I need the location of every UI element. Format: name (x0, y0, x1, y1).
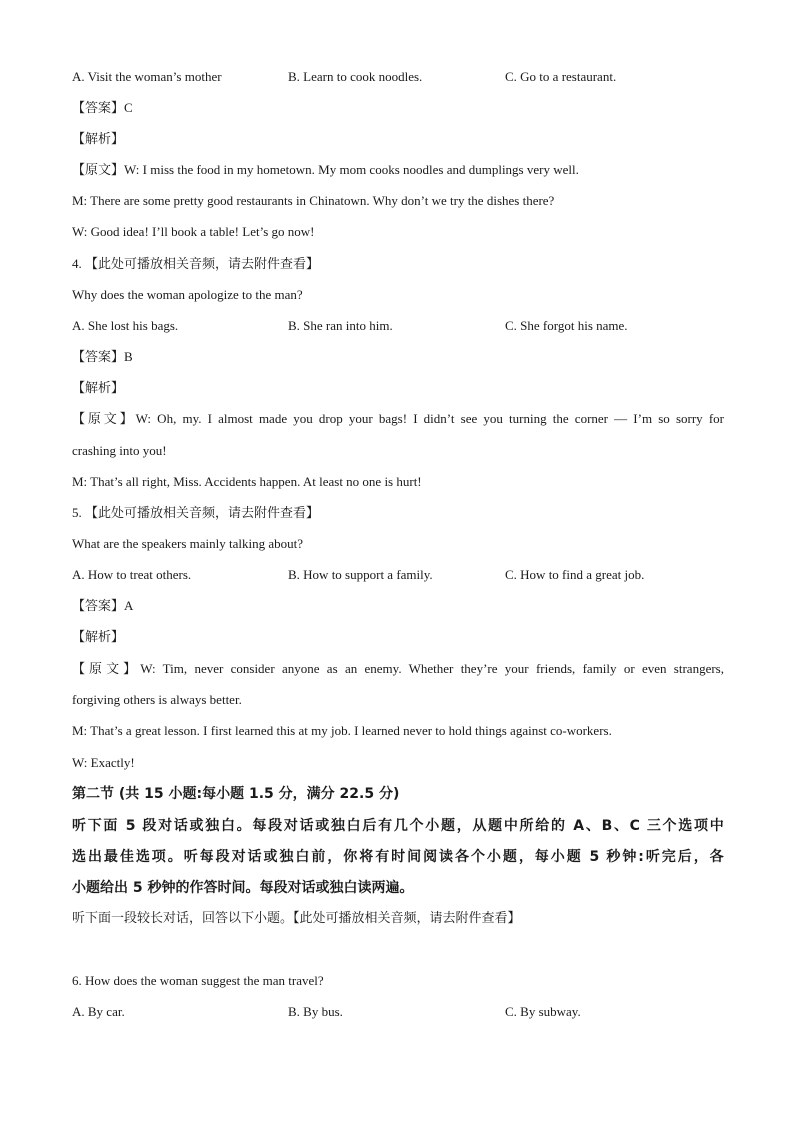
answer-value: B (124, 349, 133, 364)
transcript-text: W: Oh, my. I almost made you drop your bags! I didn’t see you turning the corner — I’m so sorry for (135, 411, 724, 426)
q5-option-b: B. How to support a family. (288, 567, 433, 582)
q5-transcript-2: forgiving others is always better. (72, 692, 242, 707)
q3-options (72, 68, 724, 86)
q4-analysis (72, 379, 124, 398)
q6-options (72, 1003, 724, 1021)
section2-dialog-intro: 听下面一段较长对话，回答以下小题。【此处可播放相关音频，请去附件查看】 (72, 911, 521, 926)
q5-transcript-1 (72, 660, 724, 679)
audio-note: 【此处可播放相关音频，请去附件查看】 (85, 506, 320, 521)
q5-transcript-3: M: That’s a great lesson. I first learned this at my job. I learned never to hold things against co-workers. (72, 723, 612, 738)
q4-option-a: A. She lost his bags. (72, 318, 179, 333)
q5-options (72, 566, 724, 584)
section2-instruction-2: 选出最佳选项。听每段对话或独白前，你将有时间阅读各个小题，每小题 5 秒钟:听完后，各 (72, 849, 724, 865)
q5-question: What are the speakers mainly talking about? (72, 536, 304, 551)
transcript-tag: 【原文】 (72, 163, 125, 178)
audio-note: 【此处可播放相关音频，请去附件查看】 (85, 257, 320, 272)
q3-option-b: B. Learn to cook noodles. (288, 69, 423, 84)
analysis-tag: 【解析】 (72, 381, 125, 396)
q3-answer (72, 99, 133, 118)
q6-question: 6. How does the woman suggest the man travel? (72, 973, 324, 988)
answer-tag: 【答案】 (72, 599, 125, 614)
q4-answer (72, 348, 133, 367)
section2-instruction-3: 小题给出 5 秒钟的作答时间。每段对话或独白读两遍。 (72, 880, 414, 896)
q4-header (72, 255, 319, 274)
transcript-text: W: I miss the food in my hometown. My mom cooks noodles and dumplings very well. (124, 162, 579, 177)
q5-option-a: A. How to treat others. (72, 567, 192, 582)
q3-option-a: A. Visit the woman’s mother (72, 69, 222, 84)
answer-tag: 【答案】 (72, 350, 125, 365)
analysis-tag: 【解析】 (72, 630, 125, 645)
q4-transcript-3: M: That’s all right, Miss. Accidents happen. At least no one is hurt! (72, 474, 422, 489)
q4-option-b: B. She ran into him. (288, 318, 393, 333)
q5-analysis (72, 628, 124, 647)
q3-option-c: C. Go to a restaurant. (505, 69, 617, 84)
q5-transcript-4: W: Exactly! (72, 755, 135, 770)
q5-answer (72, 597, 133, 616)
q4-number: 4. (72, 256, 82, 271)
section2-instruction-1: 听下面 5 段对话或独白。每段对话或独白后有几个小题，从题中所给的 A、B、C 三个选项中 (72, 818, 724, 834)
transcript-tag: 【原文】 (72, 662, 141, 677)
q4-option-c: C. She forgot his name. (505, 318, 628, 333)
q5-header (72, 504, 319, 523)
section2-heading: 第二节 (共 15 小题:每小题 1.5 分，满分 22.5 分) (72, 786, 400, 802)
transcript-tag: 【原文】 (72, 412, 136, 427)
answer-value: A (124, 598, 134, 613)
q3-transcript-1 (72, 161, 579, 180)
analysis-tag: 【解析】 (72, 132, 125, 147)
q3-analysis (72, 130, 124, 149)
q6-option-c: C. By subway. (505, 1004, 581, 1019)
q4-options (72, 317, 724, 335)
q3-transcript-2: M: There are some pretty good restaurants in Chinatown. Why don’t we try the dishes there? (72, 193, 555, 208)
answer-value: C (124, 100, 133, 115)
q4-question: Why does the woman apologize to the man? (72, 287, 303, 302)
q3-transcript-3: W: Good idea! I’ll book a table! Let’s go now! (72, 224, 315, 239)
q5-number: 5. (72, 505, 82, 520)
q6-option-b: B. By bus. (288, 1004, 343, 1019)
q6-option-a: A. By car. (72, 1004, 125, 1019)
answer-tag: 【答案】 (72, 101, 125, 116)
q5-option-c: C. How to find a great job. (505, 567, 645, 582)
q4-transcript-1 (72, 410, 724, 429)
q4-transcript-2: crashing into you! (72, 443, 167, 458)
transcript-text: W: Tim, never consider anyone as an enemy. Whether they’re your friends, family or even strangers, (140, 661, 724, 676)
